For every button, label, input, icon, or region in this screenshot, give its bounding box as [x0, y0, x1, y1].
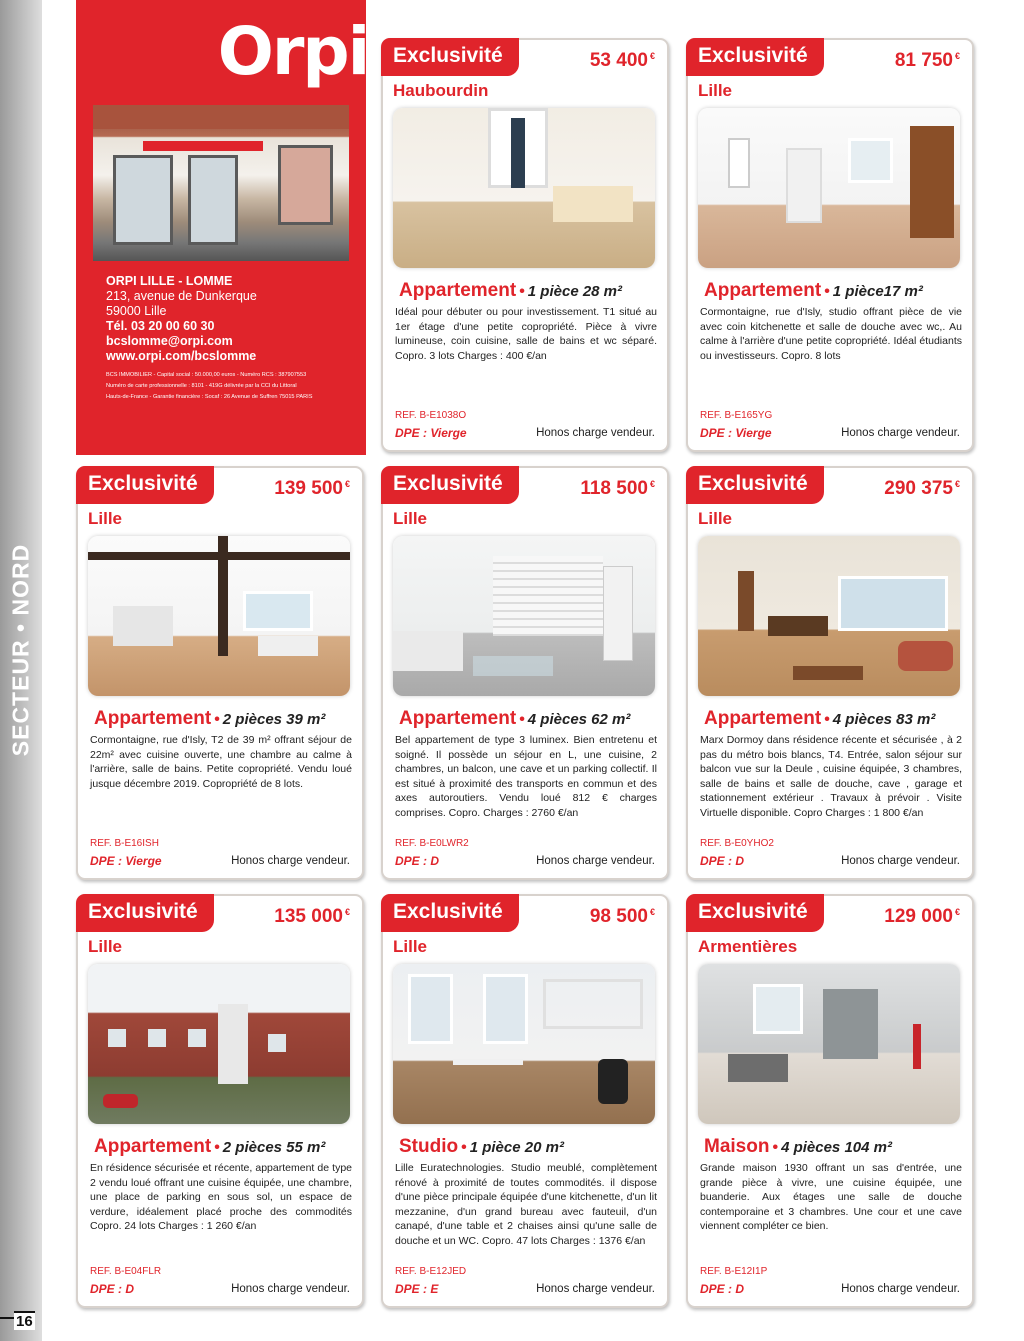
listing-card[interactable] — [76, 466, 364, 880]
listing-dpe: DPE : E — [395, 1282, 439, 1296]
exclusivity-badge: Exclusivité — [381, 466, 519, 504]
agency-address-line1: 213, avenue de Dunkerque — [106, 289, 257, 303]
listing-card[interactable] — [381, 894, 669, 1308]
listing-dpe: DPE : D — [395, 854, 440, 868]
exclusivity-badge: Exclusivité — [76, 466, 214, 504]
listing-card[interactable] — [686, 894, 974, 1308]
listing-description: Grande maison 1930 offrant un sas d'entrée, une grande pièce à vivre, une cuisine équipée, une buanderie. Aux étages une salle de douche contemporaine et 3 chambres. Une cour et une cave viennent compléter ce bien. — [700, 1162, 962, 1232]
exclusivity-badge: Exclusivité — [381, 38, 519, 76]
listing-city: Lille — [393, 937, 428, 956]
listing-ref: REF. B-E1038O — [395, 410, 467, 421]
listing-description: Lille Euratechnologies. Studio meublé, complètement rénové à proximité de toutes commodités. il dispose d'une pièce principale équipée d'une kitchenette, d'un lit mezzanine, d'un grand bureau avec fauteuil, d'un canapé, d'une table et 2 chaises ainsi qu'une salle de douche et un WC. Copro. 47 lots Charges : 1376 €/an — [395, 1162, 657, 1247]
legal-line-1: BCS IMMOBILIER - Capital social : 50.000,00 euros - Numéro RCS : 387907553 — [106, 372, 307, 378]
legal-line-2: Numéro de carte professionnelle : 8101 - 419G délivrée par la CCI du Littoral — [106, 383, 297, 389]
agency-panel — [76, 0, 369, 455]
listing-description: Bel appartement de type 3 luminex. Bien entretenu et soigné. Il possède un séjour en L, une cuisine, 2 chambres, un balcon, une cave et un parking collectif. Il est situé à proximité des transports en commun et des axes autoroutiers. Vendu loué 812 € charges comprises. Copro. Charges : 2760 €/an — [395, 734, 657, 819]
listing-dpe: DPE : D — [90, 1282, 135, 1296]
exclusivity-badge: Exclusivité — [686, 466, 824, 504]
listing-title: Appartement • 2 pièces 39 m² — [94, 708, 326, 729]
listing-price: 139 500 € — [274, 478, 350, 499]
listing-card[interactable] — [76, 894, 364, 1308]
listing-photo[interactable] — [88, 964, 350, 1124]
listing-dpe: DPE : Vierge — [90, 854, 162, 868]
listing-honos: Honos charge vendeur. — [231, 855, 350, 867]
listing-honos: Honos charge vendeur. — [841, 855, 960, 867]
listing-price: 81 750 € — [894, 50, 960, 71]
listing-ref: REF. B-E16ISH — [90, 838, 159, 849]
listing-photo[interactable] — [393, 536, 655, 696]
listing-description: Cormontaigne, rue d'Isly, T2 de 39 m² offrant séjour de 22m² avec cuisine ouverte, une chambre au calme à l'arrière, salle de bains. Petite copropriété. Vendu loué jusque décembre 2019. Copropriété de 8 lots. — [90, 734, 352, 790]
listing-photo[interactable] — [698, 536, 960, 696]
listing-price: 290 375 € — [884, 478, 960, 499]
agency-email[interactable]: bcslomme@orpi.com — [106, 334, 233, 348]
listing-city: Lille — [88, 509, 123, 528]
agency-storefront-photo — [93, 105, 349, 261]
legal-line-3: Hauts-de-France - Garantie financière : Socaf : 26 Avenue de Suffren 75015 PARIS — [106, 394, 313, 400]
listing-description: En résidence sécurisée et récente, appartement de type 2 vendu loué offrant une cuisine équipée, une chambre, une place de parking en sous sol, un espace de verdure, idéalement placé proche des commodités Copro. 24 lots Charges : 1 260 €/an — [90, 1162, 352, 1232]
listing-ref: REF. B-E04FLR — [90, 1266, 162, 1277]
listing-price: 118 500 € — [580, 478, 655, 499]
listing-photo[interactable] — [393, 108, 655, 268]
agency-website[interactable]: www.orpi.com/bcslomme — [106, 349, 257, 363]
listing-ref: REF. B-E0LWR2 — [395, 838, 469, 849]
agency-address-line2: 59000 Lille — [106, 304, 167, 318]
listing-card[interactable] — [686, 466, 974, 880]
listing-dpe: DPE : D — [700, 854, 745, 868]
listing-description: Idéal pour débuter ou pour investissement. T1 situé au 1er étage d'une petite copropriété. Pièce à vivre lumineuse, coin cuisine, salle de bains et wc séparé. Copro. 3 lots Charges : 400 €/an — [395, 306, 657, 362]
page-number-rule — [0, 1317, 14, 1319]
exclusivity-badge: Exclusivité — [76, 894, 214, 932]
listing-ref: REF. B-E12I1P — [700, 1266, 768, 1277]
listing-city: Lille — [393, 509, 428, 528]
listing-price: 98 500 € — [589, 906, 655, 927]
listing-title: Studio • 1 pièce 20 m² — [399, 1136, 564, 1157]
listing-title: Appartement • 4 pièces 83 m² — [704, 708, 936, 729]
listing-honos: Honos charge vendeur. — [231, 1283, 350, 1295]
listing-honos: Honos charge vendeur. — [536, 1283, 655, 1295]
listing-ref: REF. B-E12JED — [395, 1266, 467, 1277]
listing-title: Appartement • 4 pièces 62 m² — [399, 708, 631, 729]
orpi-logo: Orpi — [217, 13, 369, 90]
agency-phone[interactable]: Tél. 03 20 00 60 30 — [106, 319, 215, 333]
listing-ref: REF. B-E0YHO2 — [700, 838, 774, 849]
listing-honos: Honos charge vendeur. — [536, 427, 655, 439]
agency-contact — [106, 274, 257, 364]
listing-title: Appartement • 2 pièces 55 m² — [94, 1136, 326, 1157]
listing-photo[interactable] — [698, 964, 960, 1124]
listing-title: Maison • 4 pièces 104 m² — [704, 1136, 892, 1157]
listing-photo[interactable] — [698, 108, 960, 268]
listing-photo[interactable] — [88, 536, 350, 696]
listing-honos: Honos charge vendeur. — [536, 855, 655, 867]
sector-label: SECTEUR • NORD — [7, 543, 34, 757]
listing-ref: REF. B-E165YG — [700, 410, 773, 421]
listing-photo[interactable] — [393, 964, 655, 1124]
listing-city: Lille — [88, 937, 123, 956]
listing-description: Marx Dormoy dans résidence récente et sécurisée , à 2 pas du métro bois blancs, T4. Entrée, salon séjour sur balcon vue sur la Deule , cuisine équipée, 3 chambres, salle de bains et salle de douche, cave , garage et stationnement extérieur . Travaux à prévoir . Visite Virtuelle disponible. Copro Charges : 1 800 €/an — [700, 734, 962, 819]
exclusivity-badge: Exclusivité — [686, 38, 824, 76]
listing-city: Armentières — [698, 937, 798, 956]
listing-price: 135 000 € — [274, 906, 350, 927]
agency-legal-notice — [106, 370, 356, 403]
listing-card[interactable] — [686, 38, 974, 452]
listing-card[interactable] — [381, 466, 669, 880]
listing-dpe: DPE : Vierge — [395, 426, 467, 440]
listing-dpe: DPE : Vierge — [700, 426, 772, 440]
listing-price: 129 000 € — [884, 906, 960, 927]
listing-price: 53 400 € — [589, 50, 655, 71]
listing-title: Appartement • 1 pièce 28 m² — [399, 280, 623, 301]
listing-city: Haubourdin — [393, 81, 489, 100]
listing-city: Lille — [698, 81, 733, 100]
agency-name: ORPI LILLE - LOMME — [106, 274, 233, 288]
listing-city: Lille — [698, 509, 733, 528]
listing-honos: Honos charge vendeur. — [841, 1283, 960, 1295]
listing-description: Cormontaigne, rue d'Isly, studio offrant pièce de vie avec coin kitchenette et salle de douche avec wc,. Au calme à l'arrière d'une petite copropriété. Idéal étudiants ou investisseurs. Copro. 8 lots — [700, 306, 962, 362]
listing-dpe: DPE : D — [700, 1282, 745, 1296]
listing-title: Appartement • 1 pièce17 m² — [704, 280, 923, 301]
exclusivity-badge: Exclusivité — [686, 894, 824, 932]
listing-card[interactable] — [381, 38, 669, 452]
exclusivity-badge: Exclusivité — [381, 894, 519, 932]
page-number: 16 — [16, 1313, 33, 1330]
listing-honos: Honos charge vendeur. — [841, 427, 960, 439]
